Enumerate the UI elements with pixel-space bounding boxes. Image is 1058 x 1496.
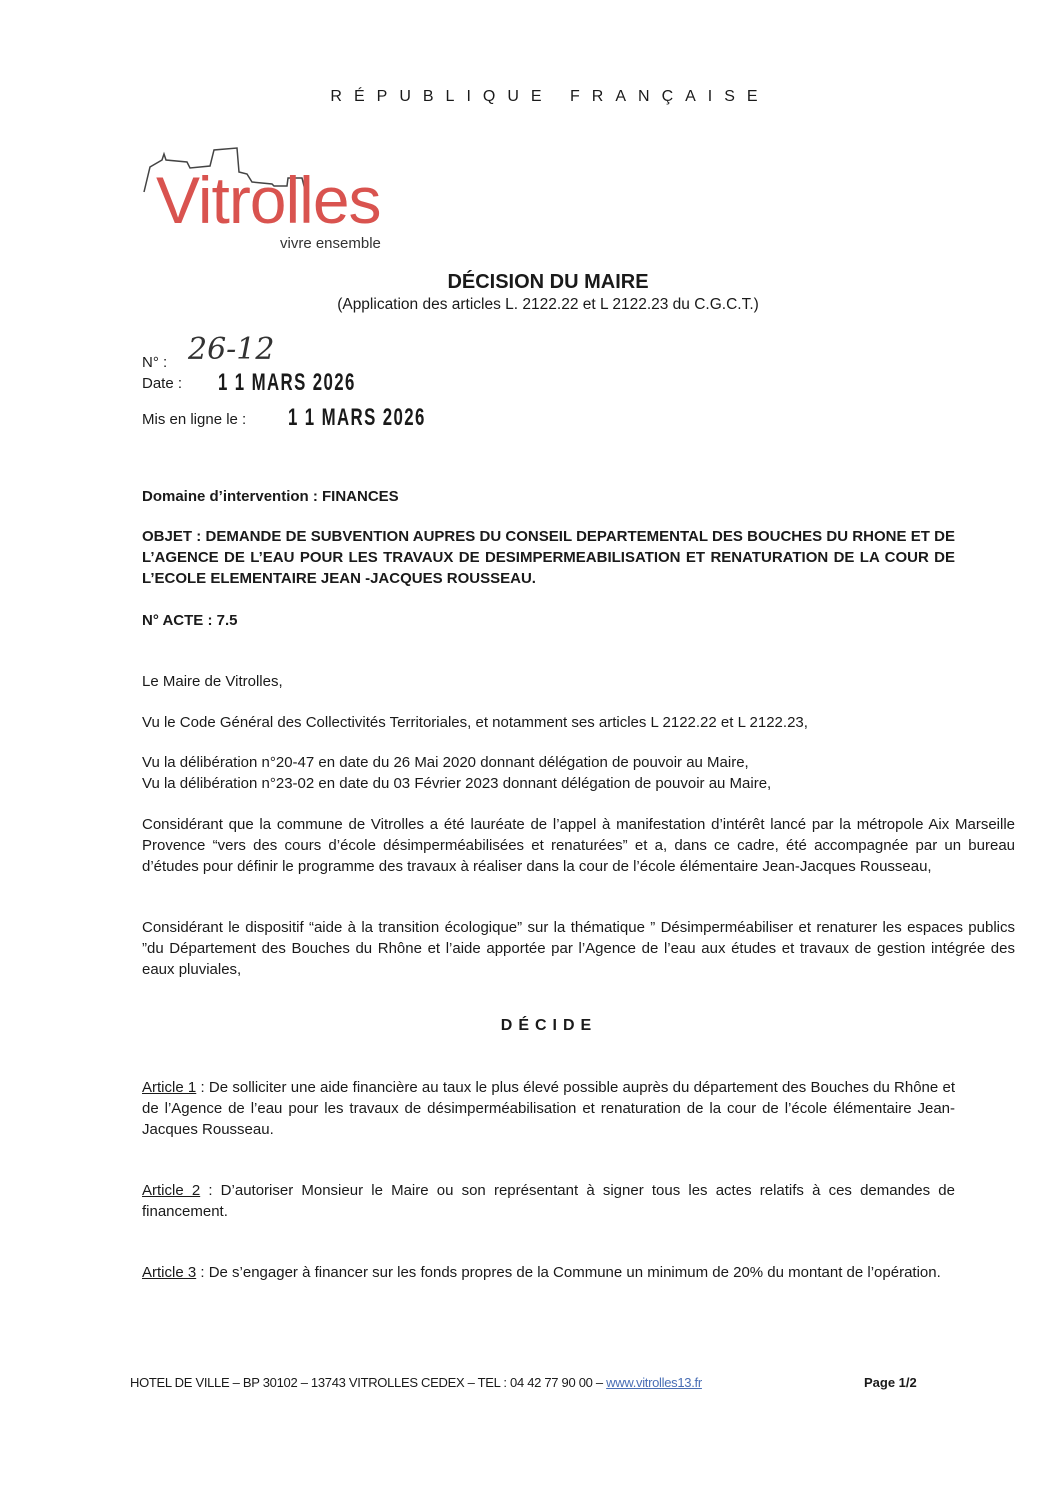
logo-wordmark: Vitrolles xyxy=(156,163,381,237)
article-2 xyxy=(142,1180,955,1222)
republique-francaise-header: RÉPUBLIQUE FRANÇAISE xyxy=(330,88,770,105)
article-text: : D’autoriser Monsieur le Maire ou son représentant à signer tous les actes relatifs à ces demandes de financement. xyxy=(142,1182,955,1220)
document-title: DÉCISION DU MAIRE xyxy=(447,271,649,293)
footer-address xyxy=(130,1375,702,1390)
considerant-1: Considérant que la commune de Vitrolles a été lauréate de l’appel à manifestation d’intérêt lancé par la métropole Aix Marseille Provence “vers des cours d’école désimperméabilisées et renaturées” et a, dans ce cadre, été accompagnée par un bureau d’études pour définir le programme des travaux à réaliser dans la cour de l’école élémentaire Jean-Jacques Rousseau, xyxy=(142,816,1015,875)
acte-number: N° ACTE : 7.5 xyxy=(142,612,238,629)
article-text: : De s’engager à financer sur les fonds propres de la Commune un minimum de 20% du montant de l’opération. xyxy=(196,1264,941,1281)
considerant-2: Considérant le dispositif “aide à la transition écologique” sur la thématique ” Désimperméabiliser et renaturer les espaces publics ”du Département des Bouches du Rhône et l’aide apportée par l’Agence de l’eau aux études et travaux de gestion intégrée des eaux pluviales, xyxy=(142,919,1015,978)
vu-deliberation-2: Vu la délibération n°23-02 en date du 03 Février 2023 donnant délégation de pouvoir au Maire, xyxy=(142,775,772,792)
domaine: Domaine d’intervention : FINANCES xyxy=(142,488,399,505)
article-text: : De solliciter une aide financière au taux le plus élevé possible auprès du département des Bouches du Rhône et de l’Agence de l’eau pour les travaux de désimperméabilisation et renaturation de la cour de l’école élémentaire Jean-Jacques Rousseau. xyxy=(142,1079,955,1138)
online-date-stamp: 1 1 MARS 2026 xyxy=(288,404,426,431)
logo-tagline: vivre ensemble xyxy=(280,235,381,252)
document-subtitle: (Application des articles L. 2122.22 et L 2122.23 du C.G.C.T.) xyxy=(337,296,759,313)
article-3 xyxy=(142,1262,955,1283)
article-1 xyxy=(142,1077,955,1140)
online-label: Mis en ligne le : xyxy=(142,411,247,428)
date-label: Date : xyxy=(142,375,183,392)
vitrolles-logo xyxy=(142,142,422,258)
number-label: N° : xyxy=(142,354,168,371)
decide-heading: DÉCIDE xyxy=(500,1017,598,1034)
website-link[interactable]: www.vitrolles13.fr xyxy=(606,1375,702,1390)
address-text: HOTEL DE VILLE – BP 30102 – 13743 VITROLLES CEDEX – TEL : 04 42 77 90 00 – xyxy=(130,1375,607,1390)
article-label: Article 2 xyxy=(142,1182,201,1199)
decision-number: 26-12 xyxy=(188,332,275,367)
date-stamp: 1 1 MARS 2026 xyxy=(218,369,356,396)
article-label: Article 1 xyxy=(142,1079,197,1096)
article-label: Article 3 xyxy=(142,1264,197,1281)
page-number: Page 1/2 xyxy=(864,1375,917,1390)
objet: OBJET : DEMANDE DE SUBVENTION AUPRES DU CONSEIL DEPARTEMENTAL DES BOUCHES DU RHONE ET DE L’AGENCE DE L’EAU POUR LES TRAVAUX DE DESIMPERMEABILISATION ET RENATURATION DE LA COUR DE L’ECOLE ELEMENTAIRE JEAN -JACQUES ROUSSEAU. xyxy=(142,528,955,587)
vu-deliberation-1: Vu la délibération n°20-47 en date du 26 Mai 2020 donnant délégation de pouvoir au Maire, xyxy=(142,754,749,771)
intro: Le Maire de Vitrolles, xyxy=(142,673,283,690)
vu-cgct: Vu le Code Général des Collectivités Territoriales, et notamment ses articles L 2122.22 et L 2122.23, xyxy=(142,714,808,731)
